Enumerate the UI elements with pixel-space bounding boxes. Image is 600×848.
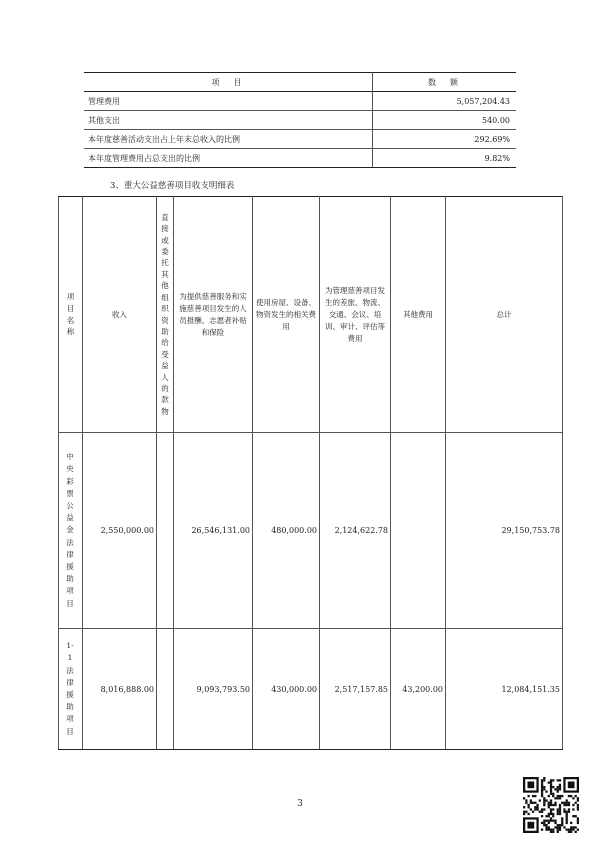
facility-cost-value: 480,000.00 bbox=[253, 433, 320, 629]
staff-cost-value: 26,546,131.00 bbox=[174, 433, 253, 629]
header-management-cost: 为管理慈善项目发生的差旅、物流、交通、会议、培训、审计、评估等费用 bbox=[320, 197, 391, 433]
direct-aid-value bbox=[157, 433, 174, 629]
qr-code-icon bbox=[523, 777, 579, 833]
table-row bbox=[59, 433, 563, 629]
section-title: 3、重大公益慈善项目收支明细表 bbox=[110, 181, 235, 191]
total-value: 12,084,151.35 bbox=[446, 629, 563, 750]
header-total: 总计 bbox=[446, 197, 563, 433]
management-cost-value: 2,517,157.85 bbox=[320, 629, 391, 750]
detail-header-row bbox=[59, 197, 563, 433]
header-income: 收入 bbox=[83, 197, 157, 433]
project-detail-table bbox=[58, 196, 563, 750]
project-name: 中央彩票公益金法律援助项目 bbox=[59, 433, 83, 629]
summary-row-value: 292.69% bbox=[373, 130, 517, 149]
direct-aid-value bbox=[157, 629, 174, 750]
management-cost-value: 2,124,622.78 bbox=[320, 433, 391, 629]
summary-header-item: 项 目 bbox=[84, 73, 373, 92]
summary-row bbox=[84, 130, 516, 149]
header-staff-cost: 为提供慈善服务和实施慈善项目发生的人员报酬、志愿者补贴和保险 bbox=[174, 197, 253, 433]
total-value: 29,150,753.78 bbox=[446, 433, 563, 629]
facility-cost-value: 430,000.00 bbox=[253, 629, 320, 750]
page-number: 3 bbox=[297, 799, 303, 809]
header-project-name: 项目名称 bbox=[59, 197, 83, 433]
summary-row bbox=[84, 111, 516, 130]
staff-cost-value: 9,093,793.50 bbox=[174, 629, 253, 750]
summary-row-label: 本年度慈善活动支出占上年末总收入的比例 bbox=[84, 130, 373, 149]
summary-row-label: 本年度管理费用占总支出的比例 bbox=[84, 149, 373, 168]
summary-header-row bbox=[84, 73, 516, 92]
summary-row-value: 9.82% bbox=[373, 149, 517, 168]
income-value: 8,016,888.00 bbox=[83, 629, 157, 750]
other-cost-value: 43,200.00 bbox=[391, 629, 446, 750]
header-other-cost: 其他费用 bbox=[391, 197, 446, 433]
summary-row-value: 540.00 bbox=[373, 111, 517, 130]
project-name: 1-1法律援助项目 bbox=[59, 629, 83, 750]
summary-header-amount: 数 额 bbox=[373, 73, 517, 92]
income-value: 2,550,000.00 bbox=[83, 433, 157, 629]
summary-table bbox=[84, 72, 516, 168]
summary-row-label: 其他支出 bbox=[84, 111, 373, 130]
summary-row bbox=[84, 149, 516, 168]
summary-row-value: 5,057,204.43 bbox=[373, 92, 517, 111]
other-cost-value bbox=[391, 433, 446, 629]
header-facility-cost: 使用房屋、设备、物资发生的相关费用 bbox=[253, 197, 320, 433]
summary-row-label: 管理费用 bbox=[84, 92, 373, 111]
summary-row bbox=[84, 92, 516, 111]
header-direct-aid: 直接或委托其他组织资助给受益人的款物 bbox=[157, 197, 174, 433]
table-row bbox=[59, 629, 563, 750]
